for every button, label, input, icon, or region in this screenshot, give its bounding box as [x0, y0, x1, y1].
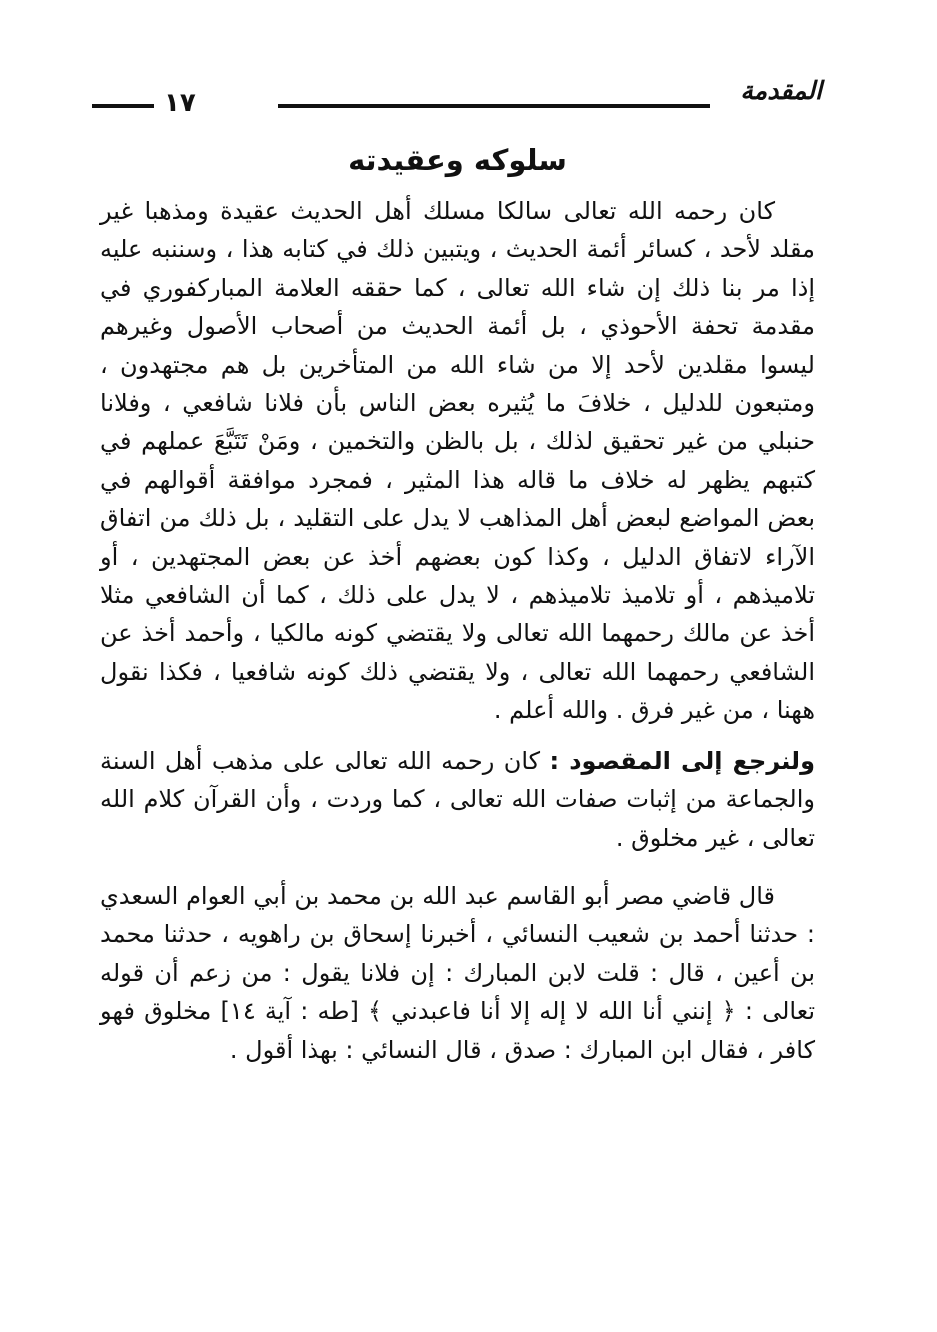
paragraph-3: قال قاضي مصر أبو القاسم عبد الله بن محمد بن أبي العوام السعدي : حدثنا أحمد بن شعيب النسائي ، أخبرنا إسحاق بن راهويه ، حدثنا محمد بن أعين ، قال : قلت لابن المبارك : إن فلانا يقول : من زعم أن قوله تعالى : ﴿ إنني أنا الله لا إله إلا أنا فاعبدني ﴾ [طه : آية ١٤] مخلوق فهو كافر ، فقال ابن المبارك : صدق ، قال النسائي : بهذا أقول . — [100, 881, 815, 1064]
paragraph-1: كان رحمه الله تعالى سالكا مسلك أهل الحديث عقيدة ومذهبا غير مقلد لأحد ، كسائر أئمة الحديث ، ويتبين ذلك في كتابه هذا ، وسننبه عليه إذا مر بنا ذلك إن شاء الله تعالى ، كما حققه العلامة المباركفوري في مقدمة تحفة الأحوذي ، بل أئمة الحديث من أصحاب الأصول وغيرهم ليسوا مقلدين لأحد إلا من شاء الله من المتأخرين بل هم مجتهدون ، ومتبعون للدليل ، خلافَ ما يُثيره بعض الناس بأن فلانا شافعي ، وفلانا حنبلي من غير تحقيق لذلك ، بل بالظن والتخمين ، ومَنْ تَتَبَّعَ عملهم في كتبهم يظهر له خلاف ما قاله هذا المثير ، فمجرد موافقة أقوالهم في بعض المواضع لبعض أهل المذاهب لا يدل على التقليد ، بل ذلك من اتفاق الآراء لاتفاق الدليل ، وكذا كون بعضهم أخذ عن بعض المجتهدين ، أو تلاميذهم ، أو تلاميذ تلاميذهم ، لا يدل على ذلك ، كما أن الشافعي مثلا أخذ عن مالك رحمهما الله تعالى ولا يقتضي كونه مالكيا ، وأحمد أخذ عن الشافعي رحمهما الله تعالى ، ولا يقتضي ذلك كونه شافعيا ، فكذا نقول ههنا ، من غير فرق . والله أعلم . — [100, 197, 815, 725]
section-heading: سلوكه وعقيدته — [348, 143, 567, 177]
header-rule — [278, 104, 710, 108]
running-title: المقدمة — [740, 76, 822, 105]
paragraph-2 — [100, 742, 815, 857]
header-rule-short — [92, 104, 154, 108]
page-number: ١٧ — [164, 88, 196, 118]
body-text — [100, 192, 815, 1069]
paragraph-2-lead: ولنرجع إلى المقصود : — [549, 746, 815, 775]
paragraph-2-text: كان رحمه الله تعالى على مذهب أهل السنة والجماعة من إثبات صفات الله تعالى ، كما وردت ، وأن القرآن كلام الله تعالى ، غير مخلوق . — [100, 746, 815, 852]
running-header — [92, 72, 822, 116]
